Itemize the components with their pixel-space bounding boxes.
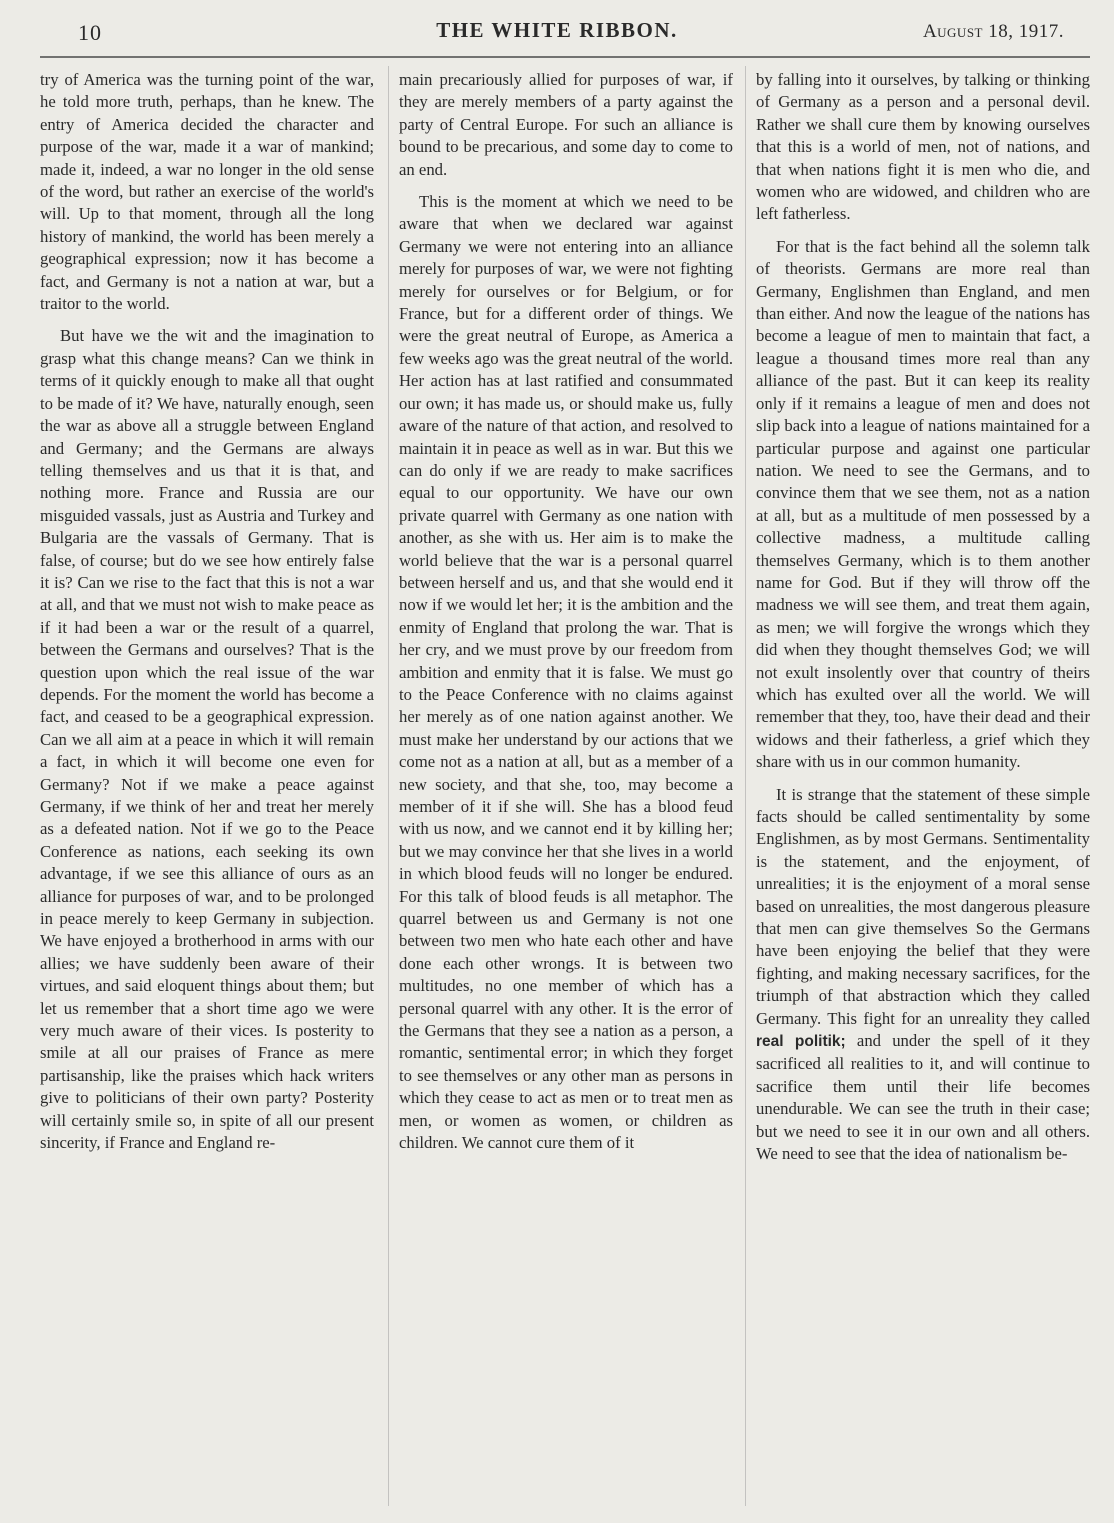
page-header — [0, 0, 1114, 60]
paragraph: For that is the fact behind all the solemn talk of theorists. Germans are more real than Germany, Englishmen than England, and men than either. And now the league of the nations has become a league of men to maintain that fact, a league a thousand times more real than any alliance of the past. But it can keep its reality only if it remains a league of men and does not slip back into a league of nations maintained for a particular purpose and against one particular nation. We need to see the Germans, and to convince them that we see them, not as a nation at all, but as a multitude of men possessed by a collective madness, a multitude calling themselves Germany, which is to them another name for God. But if they will throw off the madness we will see them, and treat them again, as men; we will forgive the wrongs which they did when they thought themselves God; we will not exult insolently over that country of theirs which has exulted over all the world. We will remember that they, too, have their dead and their widows and their fatherless, a grief which they share with us in our common humanity. — [756, 236, 1090, 772]
page-number: 10 — [78, 20, 102, 45]
paragraph-text: and under the spell of it they sacrificed all realities to it, and will continue to sacrifice them until their life becomes unendurable. We can see the truth in their case; but we need to see it in our own and all others. We need to see that the idea of nationalism be- — [756, 1031, 1091, 1164]
paragraph-text: It is strange that the statement of these simple facts should be called sentimentality by some Englishmen, as by most Germans. Sentimentality is the statement, and the enjoyment, of unrealities; it is the enjoyment of a moral sense based on unrealities, the most dangerous pleasure that men can give themselves So the Germans have been enjoying the belief that they were fighting, and making necessary sacrifices, for the triumph of that abstraction which they called Germany. This fight for an unreality they called — [756, 784, 1090, 1028]
paragraph: But have we the wit and the imagination to grasp what this change means? Can we think in terms of it quickly enough to make all that ought to be made of it? We have, naturally enough, seen the war as above all a struggle between England and Germany; and the Germans are always telling themselves and us that it is that, and nothing more. France and Russia are our misguided vassals, just as Austria and Turkey and Bulgaria are the vassals of Germany. That is false, of course; but do we see how entirely false it is? Can we rise to the fact that this is not a war at all, and that we must not wish to make peace as if it had been a war or the result of a quarrel, between the Germans and ourselves? That is the question upon which the real issue of the war depends. For the moment the world has become a fact, and ceased to be a geographical expression. Can we all aim at a peace in which it will remain a fact, in which it will become one even for Germany? Not if we make a peace against Germany, if we think of her and treat her merely as a defeated nation. Not if we go to the Peace Conference as nations, each seeking its own advantage, if we see this alliance of ours as an alliance for purposes of war, and to be prolonged in peace merely to keep Germany in subjection. We have enjoyed a brotherhood in arms with our allies; we have suddenly been aware of their virtues, and said eloquent things about them; but let us remember that a short time ago we were very much aware of their vices. Is posterity to smile at all our praises of France as mere partisanship, like the praises which hack writers give to politicians of their own party? Posterity will certainly smile so, in spite of all our present sincerity, if France and England re- — [40, 326, 374, 1153]
paragraph: This is the moment at which we need to be aware that when we declared war against Germany we were not entering into an alliance merely for purposes of war, we were not fighting merely for ourselves or for Belgium, or for France, but for a different order of things. We were the great neutral of Europe, as America a few weeks ago was the great neutral of the world. Her action has at last ratified and consummated our own; it has made us, or should make us, fully aware of the nature of that action, and resolved to maintain it in peace as well as in war. But this we can do only if we are ready to make sacrifices equal to our opportunity. We have our own private quarrel with Germany as one nation with another, as she with us. Her aim is to make the world believe that the war is a personal quarrel between herself and us, and that she would end it now if we would let her; it is the ambition and the enmity of England that prolong the war. That is her cry, and we must prove by our freedom from ambition and enmity that it is false. We must go to the Peace Conference with no claims against her merely as of one nation against another. We must make her understand by our actions that we come not as a nation at all, but as a member of a new society, and that she, too, may become a member of it if she will. She has a blood feud with us now, and we cannot end it by killing her; but we may convince her that she lives in a world in which blood feuds will no longer be endured. For this talk of blood feuds is all metaphor. The quarrel between us and Germany is not one between two men who hate each other and have done each other wrongs. It is between two multitudes, no one member of which has a personal quarrel with any other. It is the error of the Germans that they see a nation as a person, a romantic, sentimental error; in which they forget to see themselves or any other man as persons in which they cease to act as men or to treat men as men, or women as women, or children as children. We cannot cure them of it — [399, 192, 733, 1153]
header-rule — [40, 56, 1090, 58]
emphasized-term: real politik; — [756, 1033, 846, 1051]
paragraph: main precariously allied for purposes of war, if they are merely members of a party against the party of Central Europe. For such an alliance is bound to be precarious, and some day to come to an end. — [399, 70, 733, 179]
masthead-title: THE WHITE RIBBON. — [436, 18, 678, 42]
paragraph: try of America was the turning point of the war, he told more truth, perhaps, than he knew. The entry of America decided the character and purpose of the war, made it a war of mankind; made it, indeed, a war no longer in the old sense of the word, but rather an exercise of the world's will. Up to that moment, through all the long history of mankind, the world has been merely a geographical expression; now it has become a fact, and Germany is not a nation at war, but a traitor to the world. — [40, 70, 374, 314]
paragraph — [756, 784, 1090, 1166]
column-3 — [756, 69, 1090, 1166]
issue-date: August 18, 1917. — [922, 21, 1064, 42]
column-1 — [40, 69, 374, 1155]
column-2 — [399, 69, 733, 1155]
paragraph: by falling into it ourselves, by talking or thinking of Germany as a person and a personal devil. Rather we shall cure them by knowing ourselves that this is a world of men, not of nations, and that when nations fight it is men who die, and women who are widowed, and children who are left fatherless. — [756, 70, 1090, 224]
column-divider — [388, 66, 389, 1506]
column-divider — [745, 66, 746, 1506]
